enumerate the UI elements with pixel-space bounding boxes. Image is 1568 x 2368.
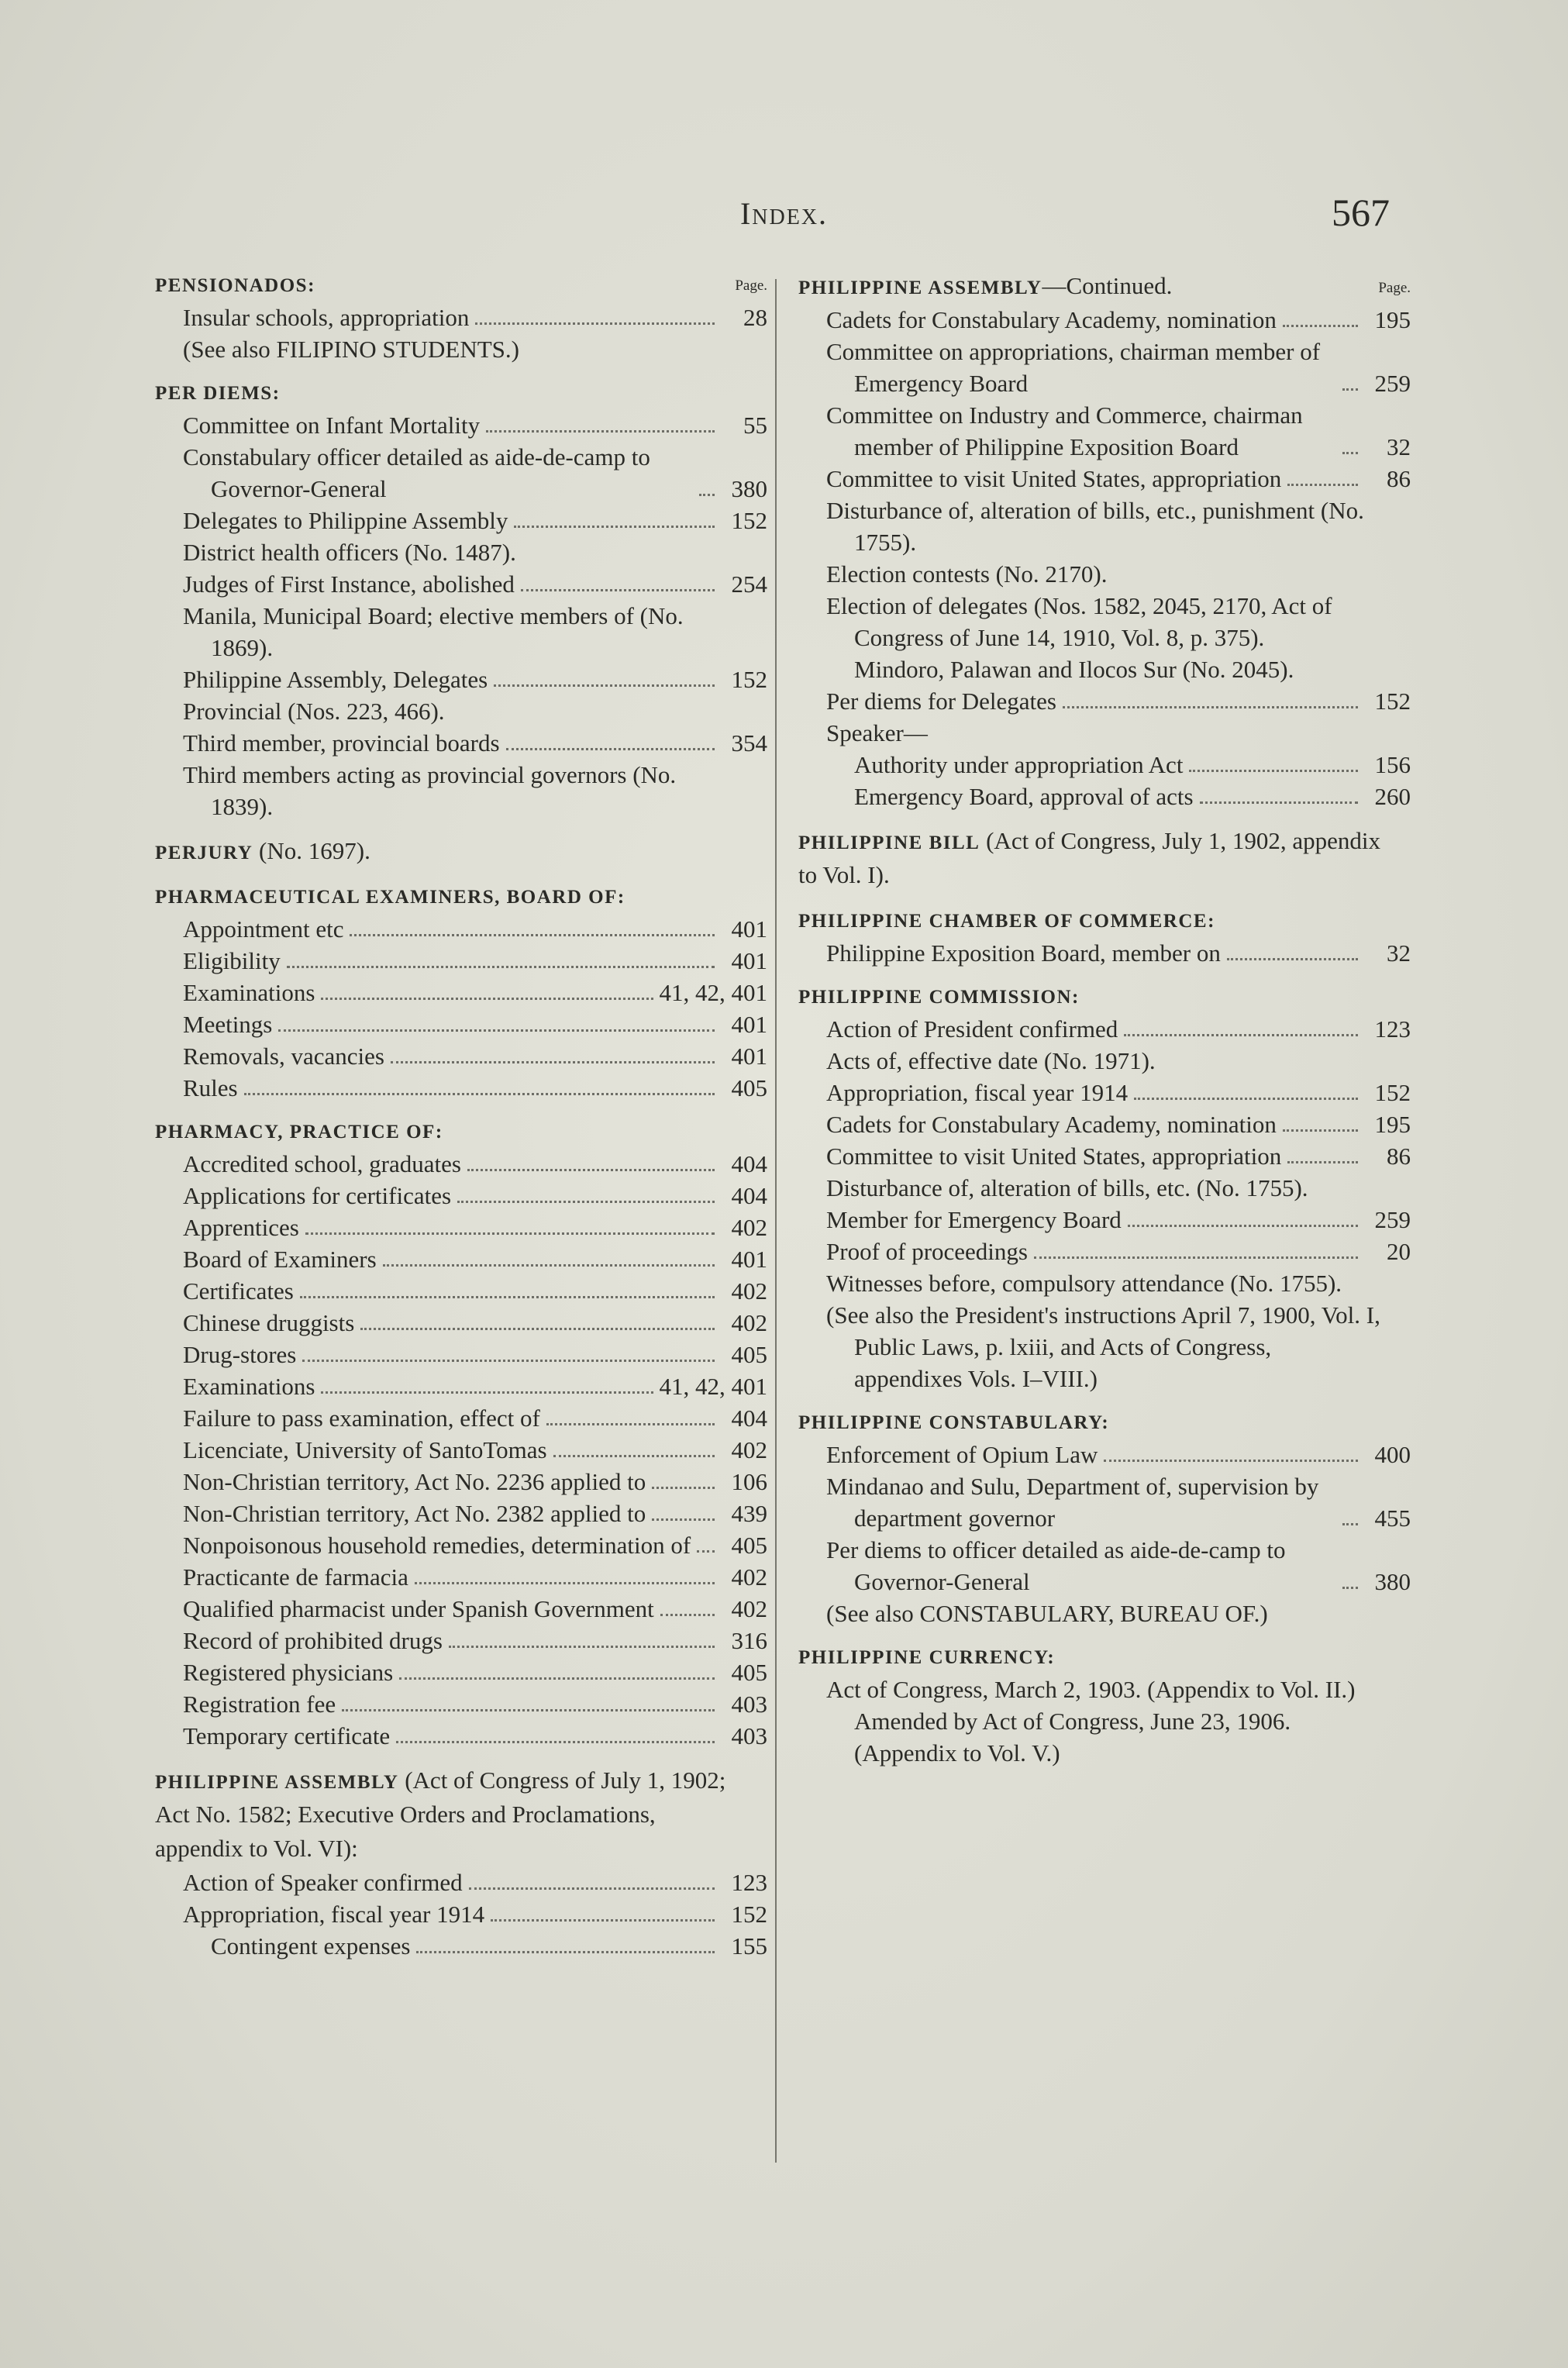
entry-page: 254 bbox=[731, 570, 767, 598]
index-entry bbox=[155, 302, 767, 333]
entry-text: Emergency Board, approval of acts bbox=[854, 783, 1194, 810]
index-entry bbox=[798, 1534, 1411, 1598]
entry-page: 32 bbox=[1387, 939, 1411, 967]
entry-text: Applications for certificates bbox=[183, 1182, 452, 1209]
heading-text bbox=[798, 270, 1172, 304]
index-entry bbox=[798, 1172, 1411, 1204]
entry-text: Enforcement of Opium Law bbox=[826, 1441, 1098, 1468]
leader bbox=[244, 1093, 715, 1095]
heading-text bbox=[155, 270, 315, 302]
right-column bbox=[798, 270, 1411, 1769]
entry-page: 405 bbox=[731, 1074, 767, 1101]
entry-text: Insular schools, appropriation bbox=[183, 304, 470, 331]
leader bbox=[1342, 1587, 1358, 1589]
index-entry bbox=[798, 1140, 1411, 1172]
entry-page: 401 bbox=[731, 947, 767, 974]
index-entry bbox=[155, 1275, 767, 1307]
index-entry bbox=[155, 977, 767, 1008]
entry-text: Committee on Industry and Commerce, chairman member of Philippine Exposition Board bbox=[826, 402, 1303, 460]
index-section bbox=[155, 1764, 767, 1962]
entry-text: Examinations bbox=[183, 979, 315, 1006]
leader bbox=[302, 1360, 715, 1362]
entry-text: Third member, provincial boards bbox=[183, 729, 500, 757]
heading-term: PENSIONADOS: bbox=[155, 275, 315, 296]
entry-page: 400 bbox=[1374, 1441, 1411, 1468]
leader bbox=[506, 748, 715, 750]
index-entry bbox=[155, 664, 767, 695]
entry-page: 403 bbox=[731, 1691, 767, 1718]
entry-text: Disturbance of, alteration of bills, etc. (No. 1755). bbox=[826, 1174, 1308, 1201]
section-heading bbox=[155, 881, 767, 913]
leader bbox=[1128, 1225, 1358, 1227]
leader bbox=[1287, 484, 1358, 486]
entry-page: 155 bbox=[731, 1932, 767, 1960]
entry-text: Meetings bbox=[183, 1011, 273, 1038]
heading-term: PHILIPPINE BILL bbox=[798, 832, 980, 853]
entry-text: Appointment etc bbox=[183, 915, 344, 943]
section-heading bbox=[155, 270, 767, 302]
page-number: 567 bbox=[1332, 191, 1390, 234]
entry-text: Contingent expenses bbox=[211, 1932, 411, 1960]
entry-text: Board of Examiners bbox=[183, 1246, 377, 1273]
leader bbox=[652, 1518, 715, 1521]
index-entry bbox=[798, 653, 1411, 685]
entry-text: Mindoro, Palawan and Ilocos Sur (No. 2045). bbox=[854, 656, 1294, 683]
entry-page: 152 bbox=[731, 666, 767, 693]
heading-term: PER DIEMS: bbox=[155, 383, 281, 404]
index-entry bbox=[155, 1529, 767, 1561]
section-heading bbox=[798, 981, 1411, 1013]
entry-text: Licenciate, University of SantoTomas bbox=[183, 1436, 547, 1463]
entry-text: (See also CONSTABULARY, BUREAU OF.) bbox=[826, 1600, 1268, 1627]
leader bbox=[1283, 325, 1358, 327]
entry-page: 123 bbox=[1374, 1015, 1411, 1043]
index-section bbox=[798, 905, 1411, 969]
entry-text: (See also FILIPINO STUDENTS.) bbox=[183, 336, 519, 363]
heading-text bbox=[155, 377, 281, 409]
index-entry bbox=[155, 1720, 767, 1752]
entry-page: 404 bbox=[731, 1182, 767, 1209]
leader bbox=[416, 1951, 715, 1953]
section-heading bbox=[798, 905, 1411, 937]
entry-page: 41, 42, 401 bbox=[659, 1373, 767, 1400]
entry-page: 152 bbox=[1374, 1079, 1411, 1106]
entry-text: Drug-stores bbox=[183, 1341, 297, 1368]
leader bbox=[521, 589, 715, 591]
heading-term: PHILIPPINE COMMISSION: bbox=[798, 987, 1080, 1008]
index-entry bbox=[798, 1045, 1411, 1077]
leader bbox=[396, 1741, 715, 1743]
index-section bbox=[798, 1642, 1411, 1769]
index-entry bbox=[155, 1402, 767, 1434]
entry-page: 402 bbox=[731, 1563, 767, 1591]
index-entry bbox=[798, 1204, 1411, 1236]
index-entry bbox=[155, 1866, 767, 1898]
entry-page: 259 bbox=[1374, 1206, 1411, 1233]
leader bbox=[1227, 958, 1358, 960]
entry-text: Qualified pharmacist under Spanish Government bbox=[183, 1595, 654, 1622]
entry-page: 404 bbox=[731, 1405, 767, 1432]
index-entry bbox=[155, 759, 767, 822]
index-entry bbox=[155, 409, 767, 441]
index-entry bbox=[155, 695, 767, 727]
entry-text: Appropriation, fiscal year 1914 bbox=[183, 1901, 485, 1928]
page-column-label: Page. bbox=[735, 277, 767, 294]
entry-text: Committee to visit United States, appropriation bbox=[826, 1143, 1282, 1170]
entry-page: 402 bbox=[731, 1436, 767, 1463]
heading-term: PERJURY bbox=[155, 843, 253, 863]
heading-text bbox=[798, 1407, 1109, 1439]
entry-page: 402 bbox=[731, 1277, 767, 1305]
index-entry bbox=[798, 495, 1411, 558]
entry-text: Rules bbox=[183, 1074, 238, 1101]
index-entry bbox=[798, 685, 1411, 717]
entry-text: Philippine Exposition Board, member on bbox=[826, 939, 1221, 967]
entry-text: Non-Christian territory, Act No. 2382 applied to bbox=[183, 1500, 646, 1527]
entry-text: Registered physicians bbox=[183, 1659, 394, 1686]
index-entry bbox=[155, 1930, 767, 1962]
entry-text: Action of Speaker confirmed bbox=[183, 1869, 463, 1896]
leader bbox=[1124, 1034, 1358, 1036]
leader bbox=[1283, 1129, 1358, 1132]
index-section bbox=[155, 377, 767, 822]
leader bbox=[321, 1391, 653, 1394]
leader bbox=[360, 1328, 715, 1330]
index-entry bbox=[155, 1498, 767, 1529]
section-heading bbox=[155, 1116, 767, 1148]
entry-text: Delegates to Philippine Assembly bbox=[183, 507, 508, 534]
leader bbox=[449, 1646, 715, 1648]
index-entry bbox=[798, 1108, 1411, 1140]
leader bbox=[660, 1614, 715, 1616]
entry-text: Record of prohibited drugs bbox=[183, 1627, 443, 1654]
heading-term: PHILIPPINE CURRENCY: bbox=[798, 1647, 1056, 1668]
heading-text bbox=[798, 981, 1080, 1013]
section-heading bbox=[798, 825, 1411, 893]
index-entry bbox=[155, 1339, 767, 1370]
entry-page: 86 bbox=[1387, 465, 1411, 492]
leader bbox=[1034, 1256, 1358, 1259]
entry-text: Per diems to officer detailed as aide-de-camp to Governor-General bbox=[826, 1536, 1286, 1595]
entry-text: Act of Congress, March 2, 1903. (Appendix to Vol. II.) Amended by Act of Congress, June 23, 1906. (Appendix to Vol. V.) bbox=[826, 1676, 1356, 1767]
leader bbox=[399, 1677, 715, 1680]
entry-text: (See also the President's instructions April 7, 1900, Vol. I, Public Laws, p. lxiii, and Acts of Congress, appendixes Vols. I–VIII.) bbox=[826, 1301, 1380, 1392]
entry-page: 152 bbox=[731, 1901, 767, 1928]
entry-text: Mindanao and Sulu, Department of, supervision by department governor bbox=[826, 1473, 1319, 1532]
section-heading bbox=[798, 1407, 1411, 1439]
entry-text: Removals, vacancies bbox=[183, 1043, 384, 1070]
index-entry bbox=[798, 1013, 1411, 1045]
running-title: Index. bbox=[739, 196, 829, 231]
left-column bbox=[155, 270, 767, 1962]
entry-text: Member for Emergency Board bbox=[826, 1206, 1122, 1233]
index-entry bbox=[798, 717, 1411, 749]
entry-text: Cadets for Constabulary Academy, nomination bbox=[826, 306, 1277, 333]
entry-text: Third members acting as provincial governors (No. 1839). bbox=[183, 761, 677, 820]
leader bbox=[1063, 706, 1358, 708]
entry-text: Philippine Assembly, Delegates bbox=[183, 666, 488, 693]
entry-page: 405 bbox=[731, 1341, 767, 1368]
entry-text: Cadets for Constabulary Academy, nomination bbox=[826, 1111, 1277, 1138]
entry-page: 259 bbox=[1374, 370, 1411, 397]
index-entry bbox=[155, 727, 767, 759]
leader bbox=[287, 966, 715, 968]
entry-text: Provincial (Nos. 223, 466). bbox=[183, 698, 445, 725]
index-section bbox=[798, 981, 1411, 1394]
index-entry bbox=[155, 1180, 767, 1212]
index-entry bbox=[798, 1267, 1411, 1299]
index-entry bbox=[155, 1243, 767, 1275]
entry-page: 405 bbox=[731, 1659, 767, 1686]
leader bbox=[475, 322, 715, 325]
leader bbox=[321, 998, 653, 1000]
leader bbox=[1134, 1098, 1358, 1100]
entry-text: Failure to pass examination, effect of bbox=[183, 1405, 540, 1432]
index-section bbox=[798, 1407, 1411, 1629]
index-entry bbox=[155, 1434, 767, 1466]
entry-page: 55 bbox=[743, 412, 767, 439]
index-section bbox=[155, 1116, 767, 1752]
entry-text: Constabulary officer detailed as aide-de-camp to Governor-General bbox=[183, 443, 650, 502]
entry-page: 404 bbox=[731, 1150, 767, 1177]
index-entry bbox=[798, 590, 1411, 653]
entry-page: 152 bbox=[731, 507, 767, 534]
index-entry bbox=[798, 937, 1411, 969]
index-entry bbox=[155, 1072, 767, 1104]
leader bbox=[1342, 1523, 1358, 1525]
page-column-label: Page. bbox=[1378, 280, 1411, 296]
leader bbox=[278, 1029, 715, 1032]
heading-note: (No. 1697). bbox=[253, 837, 370, 864]
heading-text bbox=[155, 835, 370, 869]
section-heading bbox=[798, 1642, 1411, 1673]
leader bbox=[350, 934, 715, 936]
entry-page: 401 bbox=[731, 1043, 767, 1070]
leader bbox=[652, 1487, 715, 1489]
heading-term: PHILIPPINE ASSEMBLY bbox=[155, 1772, 399, 1793]
index-entry bbox=[798, 1470, 1411, 1534]
index-section bbox=[155, 881, 767, 1104]
leader bbox=[546, 1423, 715, 1425]
index-entry bbox=[798, 1439, 1411, 1470]
leader bbox=[699, 494, 715, 496]
entry-page: 401 bbox=[731, 1246, 767, 1273]
entry-text: Committee on Infant Mortality bbox=[183, 412, 481, 439]
entry-text: Practicante de farmacia bbox=[183, 1563, 408, 1591]
index-section bbox=[798, 825, 1411, 893]
leader bbox=[553, 1455, 715, 1457]
leader bbox=[415, 1582, 715, 1584]
index-section bbox=[155, 270, 767, 365]
index-entry bbox=[155, 536, 767, 568]
entry-page: 402 bbox=[731, 1595, 767, 1622]
section-heading bbox=[155, 1764, 767, 1866]
index-entry bbox=[155, 913, 767, 945]
index-entry bbox=[798, 749, 1411, 781]
leader bbox=[494, 684, 715, 687]
leader bbox=[300, 1296, 715, 1298]
entry-page: 316 bbox=[731, 1627, 767, 1654]
entry-text: Nonpoisonous household remedies, determination of bbox=[183, 1532, 691, 1559]
index-entry bbox=[155, 1040, 767, 1072]
heading-text bbox=[155, 881, 625, 913]
entry-text: Proof of proceedings bbox=[826, 1238, 1028, 1265]
entry-page: 123 bbox=[731, 1869, 767, 1896]
leader bbox=[514, 526, 715, 528]
entry-page: 380 bbox=[731, 475, 767, 502]
entry-page: 156 bbox=[1374, 751, 1411, 778]
index-entry bbox=[155, 1656, 767, 1688]
entry-page: 195 bbox=[1374, 1111, 1411, 1138]
index-entry bbox=[155, 1561, 767, 1593]
index-section bbox=[155, 835, 767, 869]
column-divider bbox=[775, 279, 777, 2163]
index-entry bbox=[155, 1898, 767, 1930]
leader bbox=[486, 430, 715, 433]
section-heading bbox=[798, 270, 1411, 304]
entry-page: 152 bbox=[1374, 688, 1411, 715]
entry-text: Witnesses before, compulsory attendance (No. 1755). bbox=[826, 1270, 1342, 1297]
entry-text: Election of delegates (Nos. 1582, 2045, 2170, Act of Congress of June 14, 1910, Vol. 8, p. 375). bbox=[826, 592, 1332, 651]
entry-text: Chinese druggists bbox=[183, 1309, 355, 1336]
entry-text: Action of President confirmed bbox=[826, 1015, 1118, 1043]
entry-text: Temporary certificate bbox=[183, 1722, 391, 1749]
entry-text: Speaker— bbox=[826, 719, 928, 746]
entry-page: 20 bbox=[1387, 1238, 1411, 1265]
index-entry bbox=[798, 558, 1411, 590]
leader bbox=[1342, 388, 1358, 391]
entry-page: 86 bbox=[1387, 1143, 1411, 1170]
entry-page: 405 bbox=[731, 1532, 767, 1559]
entry-page: 455 bbox=[1374, 1505, 1411, 1532]
leader bbox=[697, 1550, 715, 1553]
entry-page: 41, 42, 401 bbox=[659, 979, 767, 1006]
index-entry bbox=[798, 1673, 1411, 1769]
index-entry bbox=[155, 945, 767, 977]
entry-page: 106 bbox=[731, 1468, 767, 1495]
leader bbox=[467, 1169, 715, 1171]
section-heading bbox=[155, 377, 767, 409]
section-heading bbox=[155, 835, 767, 869]
index-entry bbox=[155, 1466, 767, 1498]
leader bbox=[457, 1201, 715, 1203]
entry-page: 402 bbox=[731, 1214, 767, 1241]
leader bbox=[383, 1264, 715, 1267]
index-entry bbox=[155, 1370, 767, 1402]
entry-page: 403 bbox=[731, 1722, 767, 1749]
index-entry bbox=[155, 1593, 767, 1625]
entry-page: 32 bbox=[1387, 433, 1411, 460]
index-entry bbox=[155, 1307, 767, 1339]
index-entry bbox=[155, 333, 767, 365]
entry-text: District health officers (No. 1487). bbox=[183, 539, 516, 566]
entry-text: Non-Christian territory, Act No. 2236 applied to bbox=[183, 1468, 646, 1495]
entry-text: Committee on appropriations, chairman member of Emergency Board bbox=[826, 338, 1321, 397]
entry-text: Accredited school, graduates bbox=[183, 1150, 461, 1177]
index-entry bbox=[798, 304, 1411, 336]
leader bbox=[491, 1919, 715, 1922]
heading-text bbox=[798, 905, 1215, 937]
leader bbox=[469, 1887, 715, 1890]
heading-term: PHILIPPINE CHAMBER OF COMMERCE: bbox=[798, 911, 1215, 932]
index-entry bbox=[155, 1625, 767, 1656]
index-entry bbox=[155, 441, 767, 505]
index-entry bbox=[798, 399, 1411, 463]
entry-text: Registration fee bbox=[183, 1691, 336, 1718]
heading-text bbox=[798, 1642, 1055, 1673]
entry-page: 380 bbox=[1374, 1568, 1411, 1595]
heading-text bbox=[798, 825, 1383, 893]
heading-note: (Act of Congress of July 1, 1902; Act No. 1582; Executive Orders and Proclamations, appendix to Vol. VI): bbox=[155, 1767, 726, 1862]
entry-text: Eligibility bbox=[183, 947, 281, 974]
entry-text: Election contests (No. 2170). bbox=[826, 560, 1108, 588]
entry-text: Manila, Municipal Board; elective members of (No. 1869). bbox=[183, 602, 684, 661]
index-entry bbox=[155, 600, 767, 664]
index-section bbox=[798, 270, 1411, 812]
leader bbox=[1200, 801, 1358, 804]
entry-text: Acts of, effective date (No. 1971). bbox=[826, 1047, 1156, 1074]
entry-page: 260 bbox=[1374, 783, 1411, 810]
index-entry bbox=[798, 781, 1411, 812]
heading-term: PHILIPPINE ASSEMBLY bbox=[798, 277, 1042, 298]
entry-page: 401 bbox=[731, 915, 767, 943]
heading-term: PHARMACEUTICAL EXAMINERS, BOARD OF: bbox=[155, 887, 625, 908]
heading-note: (Act of Congress, July 1, 1902, appendix to Vol. I). bbox=[798, 827, 1380, 888]
heading-term: PHILIPPINE CONSTABULARY: bbox=[798, 1412, 1110, 1433]
entry-page: 28 bbox=[743, 304, 767, 331]
leader bbox=[342, 1709, 715, 1711]
entry-text: Disturbance of, alteration of bills, etc., punishment (No. 1755). bbox=[826, 497, 1364, 556]
index-entry bbox=[798, 1236, 1411, 1267]
heading-text bbox=[155, 1116, 443, 1148]
heading-text bbox=[155, 1764, 739, 1866]
leader bbox=[391, 1061, 715, 1063]
index-entry bbox=[798, 1299, 1411, 1394]
leader bbox=[1342, 452, 1358, 454]
entry-page: 354 bbox=[731, 729, 767, 757]
index-entry bbox=[155, 1008, 767, 1040]
entry-page: 195 bbox=[1374, 306, 1411, 333]
entry-text: Judges of First Instance, abolished bbox=[183, 570, 515, 598]
index-entry bbox=[155, 568, 767, 600]
leader bbox=[1287, 1161, 1358, 1163]
index-entry bbox=[798, 463, 1411, 495]
index-entry bbox=[798, 1077, 1411, 1108]
index-entry bbox=[155, 505, 767, 536]
entry-page: 401 bbox=[731, 1011, 767, 1038]
leader bbox=[1104, 1460, 1358, 1462]
index-entry bbox=[798, 336, 1411, 399]
entry-page: 439 bbox=[731, 1500, 767, 1527]
entry-text: Examinations bbox=[183, 1373, 315, 1400]
entry-text: Apprentices bbox=[183, 1214, 299, 1241]
entry-text: Certificates bbox=[183, 1277, 294, 1305]
index-entry bbox=[798, 1598, 1411, 1629]
index-entry bbox=[155, 1688, 767, 1720]
leader bbox=[1189, 770, 1358, 772]
entry-text: Appropriation, fiscal year 1914 bbox=[826, 1079, 1129, 1106]
entry-page: 402 bbox=[731, 1309, 767, 1336]
entry-text: Authority under appropriation Act bbox=[854, 751, 1184, 778]
entry-text: Per diems for Delegates bbox=[826, 688, 1056, 715]
index-entry bbox=[155, 1212, 767, 1243]
heading-note: —Continued. bbox=[1042, 272, 1173, 299]
leader bbox=[305, 1232, 715, 1235]
entry-text: Committee to visit United States, appropriation bbox=[826, 465, 1282, 492]
index-entry bbox=[155, 1148, 767, 1180]
heading-term: PHARMACY, PRACTICE OF: bbox=[155, 1122, 443, 1143]
